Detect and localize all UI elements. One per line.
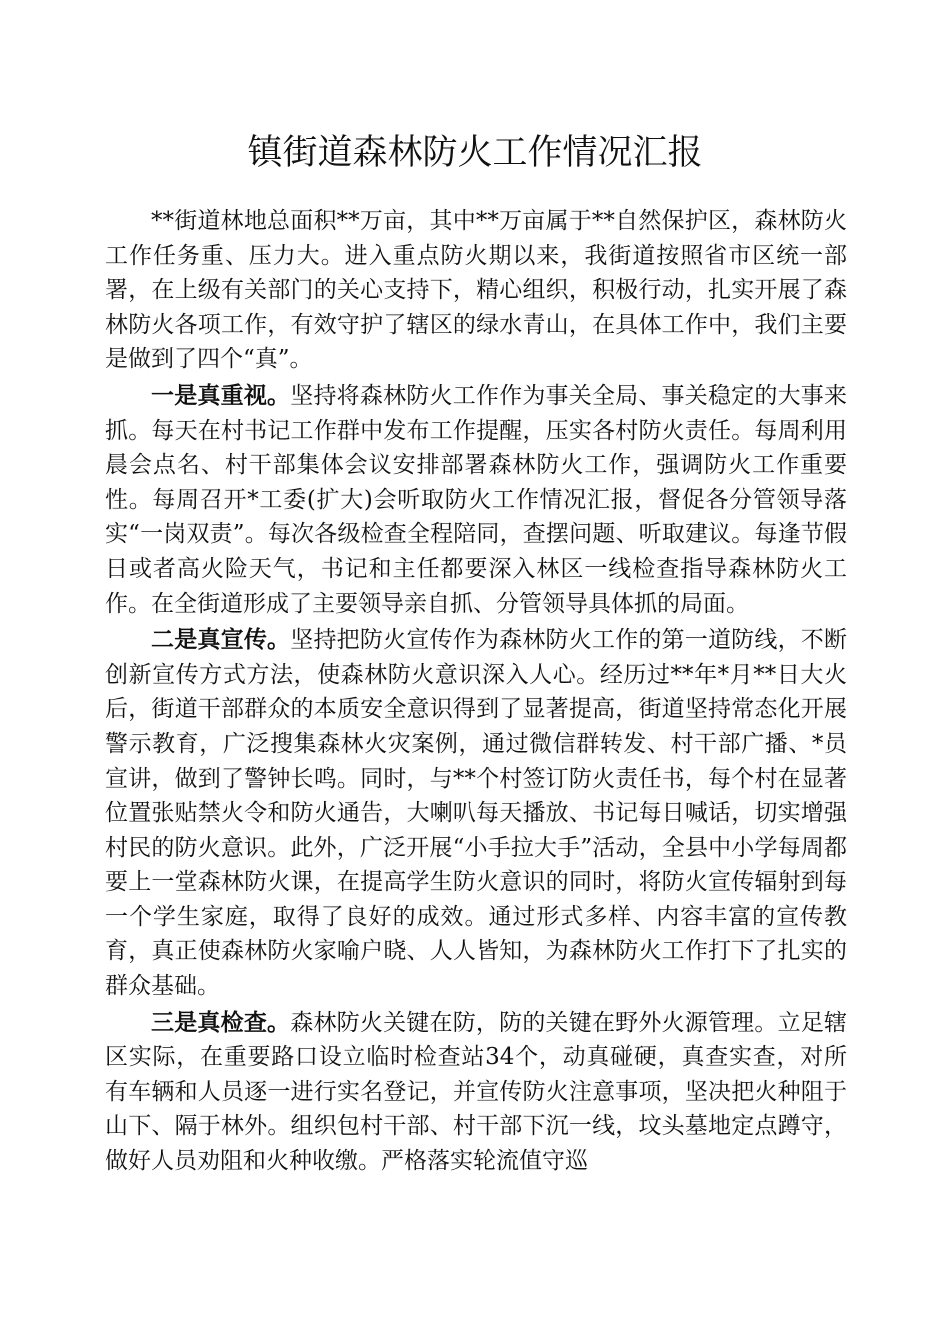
section-lead-2: 二是真宣传。 bbox=[151, 627, 291, 654]
section-paragraph-2 bbox=[105, 623, 847, 1004]
document-title: 镇街道森林防火工作情况汇报 bbox=[247, 133, 703, 173]
section-text-1: 坚持将森林防火工作作为事关全局、事关稳定的大事来抓。每天在村书记工作群中发布工作提醒，压实各村防火责任。每周利用晨会点名、村干部集体会议安排部署森林防火工作，强调防火工作重要性。每周召开*工委(扩大)会听取防火工作情况汇报，督促各分管领导落实“一岗双责”。每次各级检查全程陪同，查摆问题、听取建议。每逢节假日或者高火险天气，书记和主任都要深入林区一线检查指导森林防火工作。在全街道形成了主要领导亲自抓、分管领导具体抓的局面。 bbox=[105, 382, 848, 617]
section-paragraph-1 bbox=[105, 379, 847, 621]
section-paragraph-3 bbox=[105, 1006, 847, 1179]
section-text-3: 森林防火关键在防，防的关键在野外火源管理。立足辖区实际，在重要路口设立临时检查站34个，动真碰硬，真查实查，对所有车辆和人员逐一进行实名登记，并宣传防火注意事项，坚决把火种阻于山下、隔于林外。组织包村干部、村干部下沉一线，坟头墓地定点蹲守，做好人员劝阻和火种收缴。严格落实轮流值守巡 bbox=[105, 1009, 848, 1175]
document-body bbox=[105, 204, 847, 1179]
section-lead-3: 三是真检查。 bbox=[151, 1009, 291, 1036]
section-text-2: 坚持把防火宣传作为森林防火工作的第一道防线，不断创新宣传方式方法，使森林防火意识深入人心。经历过**年*月**日大火后，街道干部群众的本质安全意识得到了显著提高，街道坚持常态化开展警示教育，广泛搜集森林火灾案例，通过微信群转发、村干部广播、*员宣讲，做到了警钟长鸣。同时，与**个村签订防火责任书，每个村在显著位置张贴禁火令和防火通告，大喇叭每天播放、书记每日喊话，切实增强村民的防火意识。此外，广泛开展“小手拉大手”活动，全县中小学每周都要上一堂森林防火课，在提高学生防火意识的同时，将防火宣传辐射到每一个学生家庭，取得了良好的成效。通过形式多样、内容丰富的宣传教育，真正使森林防火家喻户晓、人人皆知，为森林防火工作打下了扎实的群众基础。 bbox=[105, 627, 848, 1000]
section-lead-1: 一是真重视。 bbox=[151, 382, 291, 409]
intro-paragraph: **街道林地总面积**万亩，其中**万亩属于**自然保护区，森林防火工作任务重、压力大。进入重点防火期以来，我街道按照省市区统一部署，在上级有关部门的关心支持下，精心组织，积极行动，扎实开展了森林防火各项工作，有效守护了辖区的绿水青山，在具体工作中，我们主要是做到了四个“真”。 bbox=[105, 208, 847, 373]
